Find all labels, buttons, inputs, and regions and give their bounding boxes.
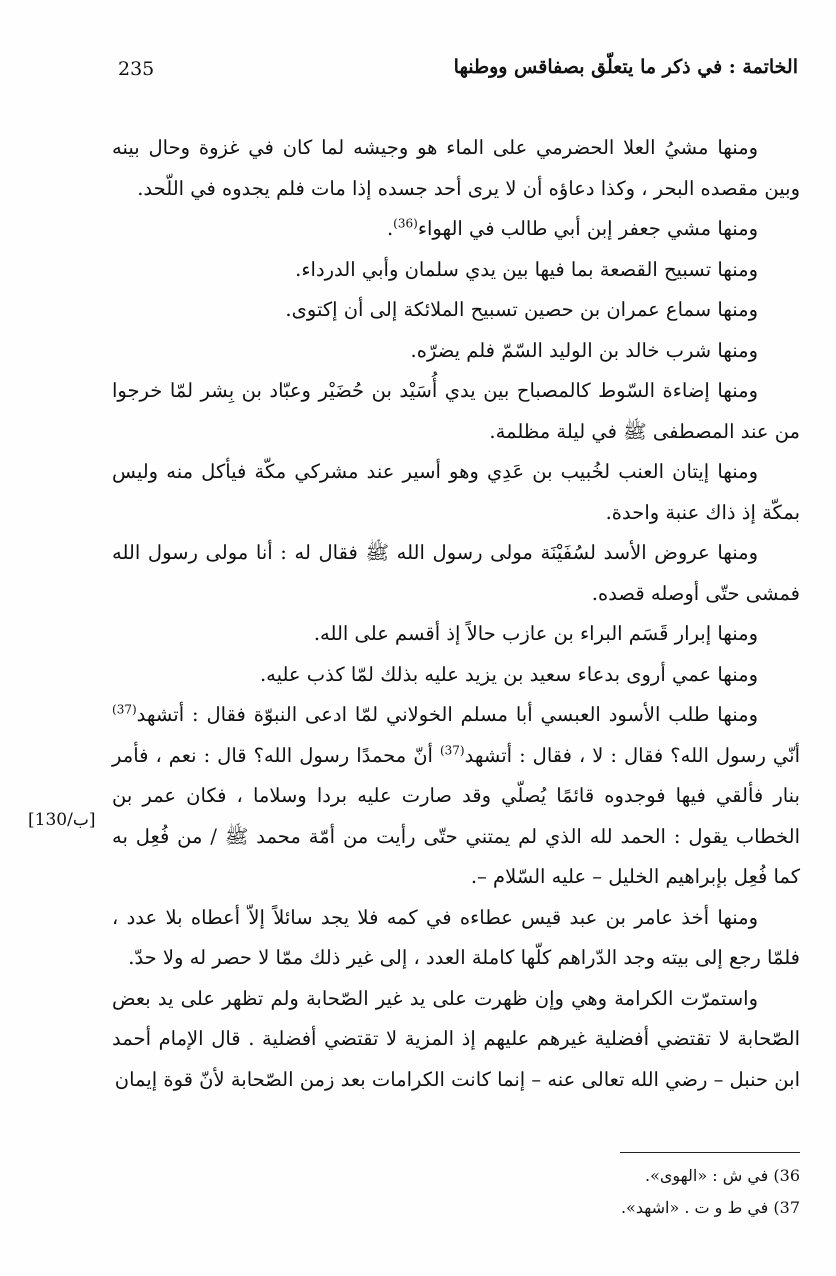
paragraph-text: ومنها عمي أروى بدعاء سعيد بن يزيد عليه بذلك لمّا كذب عليه. bbox=[259, 662, 758, 686]
paragraph bbox=[112, 898, 800, 979]
paragraph-text: ومنها تسبيح القصعة بما فيها بين يدي سلمان وأبي الدرداء. bbox=[295, 257, 758, 281]
main-text bbox=[112, 128, 800, 1100]
paragraph bbox=[112, 331, 800, 372]
paragraph bbox=[112, 533, 800, 614]
footnote-marker: (36) bbox=[393, 216, 418, 231]
paragraph-text: أنّ محمدًا رسول الله؟ قال : نعم ، فأمر بنار فألقي فيها فوجدوه قائمًا يُصلّي وقد صارت عليه بردا وسلاما ، فكان عمر بن الخطاب يقول : الحمد لله الذي لم يمتني حتّى رأيت من أمّة محمد ﷺ / من فُعِل به كما فُعِل بإبراهيم الخليل – عليه السّلام –. bbox=[112, 743, 800, 888]
paragraph bbox=[112, 128, 800, 209]
paragraph bbox=[112, 452, 800, 533]
paragraph-text: ومنها إبرار قَسَم البراء بن عازب حالاً إذ أقسم على الله. bbox=[313, 622, 758, 645]
paragraph bbox=[112, 371, 800, 452]
running-header: الخاتمة : في ذكر ما يتعلّق بصفاقس ووطنها bbox=[453, 56, 798, 78]
paragraph bbox=[112, 209, 800, 250]
margin-folio-note: [130/ب] bbox=[28, 810, 96, 830]
paragraph-text: ومنها سماع عمران بن حصين تسبيح الملائكة إلى أن إكتوى. bbox=[285, 298, 758, 321]
paragraph bbox=[112, 290, 800, 331]
paragraph-text: واستمرّت الكرامة وهي وإن ظهرت على يد غير الصّحابة ولم تظهر على يد بعض الصّحابة لا تقتضي أفضلية غيرهم عليهم إذ المزية لا تقتضي أفضلية . قال الإمام أحمد ابن حنبل – رضي الله تعالى عنه – إنما كانت الكرامات بعد زمن الصّحابة لأنّ قوة إيمان bbox=[112, 986, 800, 1091]
paragraph-text: ومنها شرب خالد بن الوليد السّمّ فلم يضرّه. bbox=[410, 338, 758, 362]
paragraph bbox=[112, 695, 800, 898]
footnote: 37) في ط و ت . «اشهد». bbox=[620, 1198, 800, 1217]
paragraph-text: . bbox=[386, 217, 394, 240]
footnote-marker: (37) bbox=[439, 743, 465, 757]
paragraph-text: ومنها مشي جعفر إبن أبي طالب في الهواء bbox=[417, 217, 758, 240]
paragraph bbox=[112, 655, 800, 696]
footnotes bbox=[621, 1160, 800, 1224]
paragraph bbox=[112, 250, 800, 291]
paragraph-text: أنّي رسول الله؟ فقال : لا ، فقال : أتشهد bbox=[464, 743, 800, 767]
paragraph-text: ومنها إضاءة السّوط كالمصباح بين يدي أُسَيْد بن حُضَيْر وعبّاد بن بِشر لمّا خرجوا من عند المصطفى ﷺ في ليلة مظلمة. bbox=[112, 379, 800, 443]
footnote: 36) في ش : «الهوى». bbox=[645, 1166, 800, 1185]
paragraph-text: ومنها عروض الأسد لسُفَيْنَة مولى رسول الله ﷺ فقال له : أنا مولى رسول الله فمشى حتّى أوصله قصده. bbox=[112, 541, 800, 605]
footnote-marker: (37) bbox=[112, 702, 137, 717]
paragraph bbox=[112, 979, 800, 1101]
footnote-rule bbox=[620, 1152, 800, 1153]
paragraph-text: ومنها إيتان العنب لخُبيب بن عَدِي وهو أسير عند مشركي مكّة فيأكل منه وليس بمكّة إذ ذاك عنبة واحدة. bbox=[112, 460, 800, 524]
paragraph-text: ومنها طلب الأسود العبسي أبا مسلم الخولاني لمّا ادعى النبوّة فقال : أتشهد bbox=[136, 703, 758, 726]
paragraph bbox=[112, 614, 800, 655]
paragraph-text: ومنها أخذ عامر بن عبد قيس عطاءه في كمه فلا يجد سائلاً إلاّ أعطاه بلا عدد ، فلمّا رجع إلى بيته وجد الدّراهم كلّها كاملة العدد ، إلى غير ذلك ممّا لا حصر له ولا حدّ. bbox=[112, 905, 800, 969]
page-number: 235 bbox=[118, 58, 155, 80]
paragraph-text: ومنها مشيُ العلا الحضرمي على الماء هو وجيشه لما كان في غزوة وحال بينه وبين مقصده البحر ، وكذا دعاؤه أن لا يرى أحد جسده إذا مات فلم يجدوه في اللّحد. bbox=[112, 136, 800, 200]
